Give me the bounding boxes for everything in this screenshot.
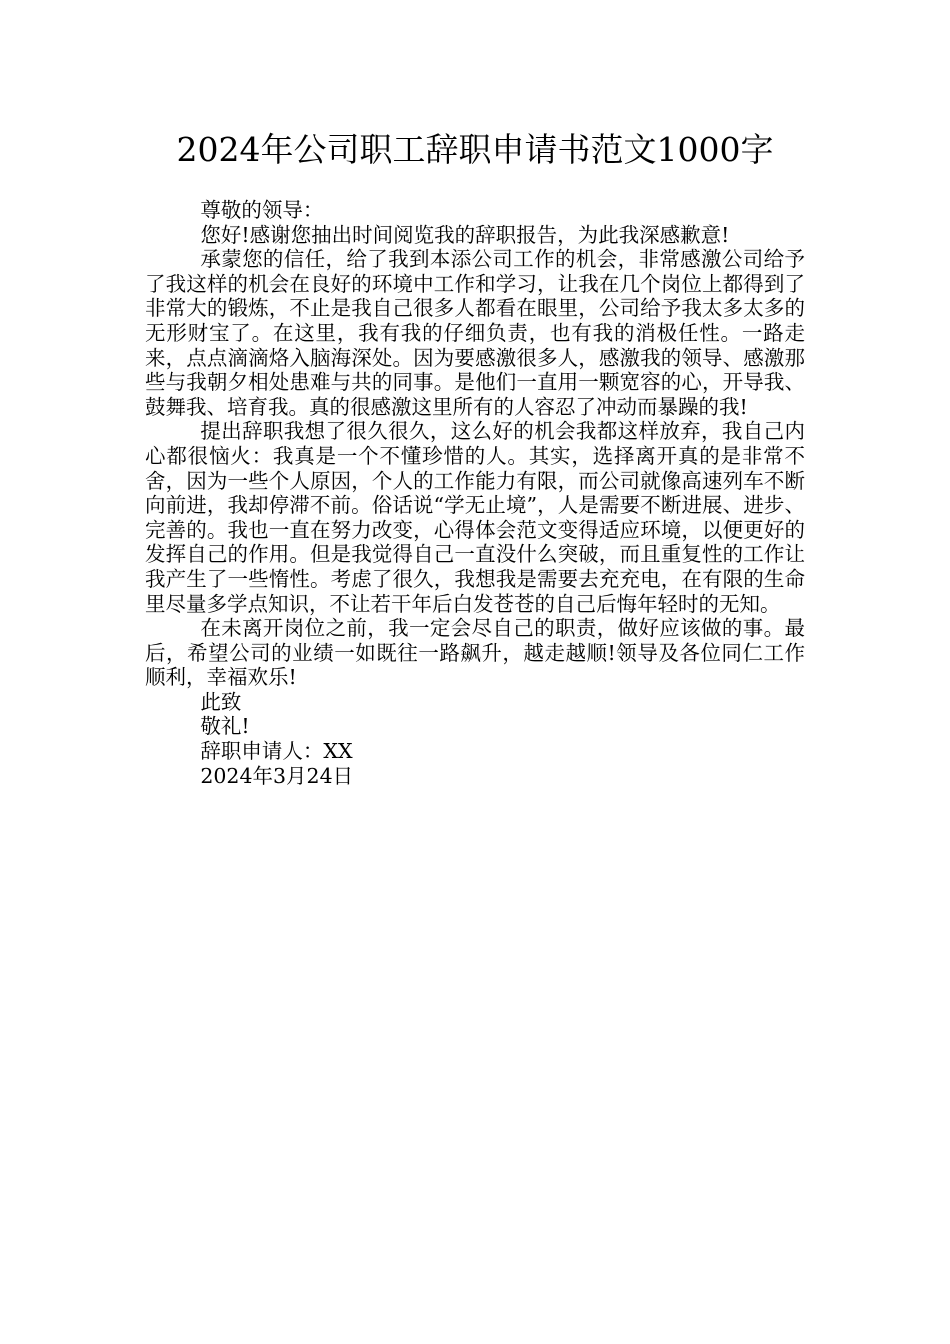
paragraph-reason: 提出辞职我想了很久很久，这么好的机会我都这样放弃，我自己内心都很恼火：我真是一个不懂珍惜的人。其实，选择离开真的是非常不舍，因为一些个人原因，个人的工作能力有限，而公司就像高速列车不断向前进，我却停滞不前。俗话说“学无止境”，人是需要不断进展、进步、完善的。我也一直在努力改变，心得体会范文变得适应环境，以便更好的发挥自己的作用。但是我觉得自己一直没什么突破，而且重复性的工作让我产生了一些惰性。考虑了很久，我想我是需要去充充电，在有限的生命里尽量多学点知识，不让若干年后白发苍苍的自己后悔年轻时的无知。 bbox=[145, 419, 805, 616]
regards-line: 敬礼! bbox=[200, 714, 250, 739]
paragraph-greeting: 您好!感谢您抽出时间阅览我的辞职报告，为此我深感歉意! bbox=[200, 222, 730, 247]
letter-body bbox=[145, 198, 805, 788]
signature-line: 辞职申请人：XX bbox=[200, 739, 353, 764]
paragraph-commitment: 在未离开岗位之前，我一定会尽自己的职责，做好应该做的事。最后，希望公司的业绩一如既往一路飙升，越走越顺!领导及各位同仁工作顺利，幸福欢乐! bbox=[145, 616, 805, 690]
date-line: 2024年3月24日 bbox=[200, 763, 354, 788]
salutation: 尊敬的领导： bbox=[200, 198, 324, 222]
document-title: 2024年公司职工辞职申请书范文1000字 bbox=[176, 130, 774, 169]
paragraph-gratitude: 承蒙您的信任，给了我到本添公司工作的机会，非常感激公司给予了我这样的机会在良好的环境中工作和学习，让我在几个岗位上都得到了非常大的锻炼，不止是我自己很多人都看在眼里，公司给予我太多太多的无形财宝了。在这里，我有我的仔细负责，也有我的消极任性。一路走来，点点滴滴烙入脑海深处。因为要感激很多人，感激我的领导、感激那些与我朝夕相处患难与共的同事。是他们一直用一颗宽容的心，开导我、鼓舞我、培育我。真的很感激这里所有的人容忍了冲动而暴躁的我! bbox=[145, 247, 805, 419]
closing-line: 此致 bbox=[200, 689, 242, 714]
